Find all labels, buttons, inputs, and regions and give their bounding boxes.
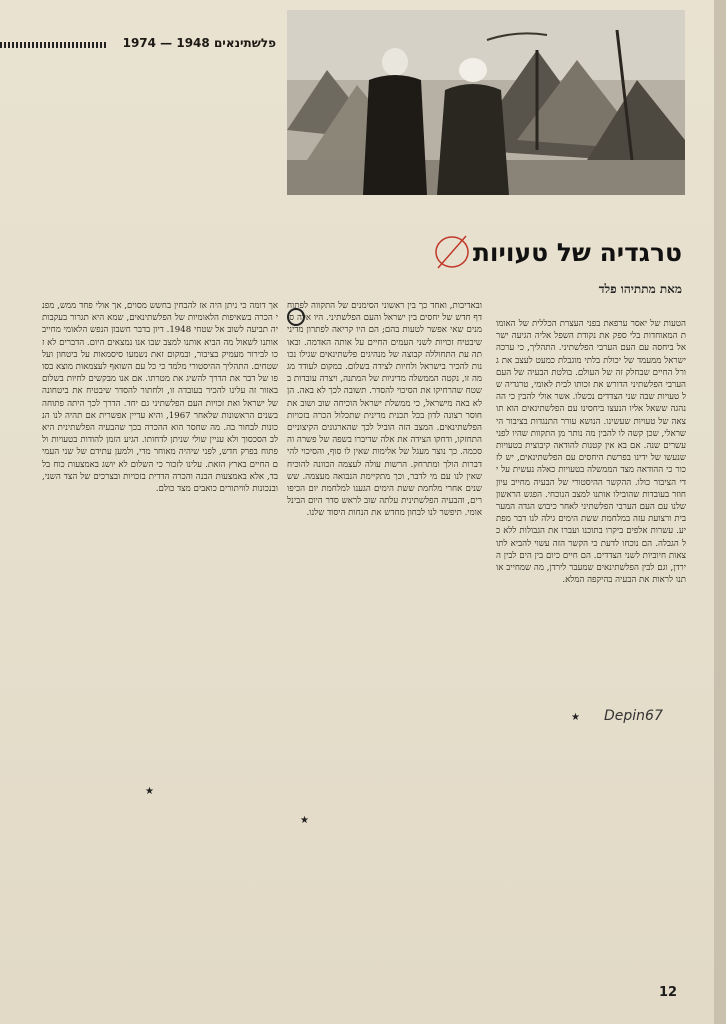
text-column-left: אך דומה כי ניתן היה אז להבחין בחשש מסוים, אך אולי פחד ממש, מפני הכרה בשאיפות הלאומיות של הפלשתינאים, שמא היא תגרור בעקבותיה תביעה לשוב אל שטחי 1948. דיון בדבר חשבון הנפש הלאומי מחייב אותנו לשאול מה הביא אותנו למצב שבו אנו נמצאים היום. הדברים לא זכו לבירור מעמיק בציבור, ובמקום זאת נשמעו סיסמאות על ביטחון ועל שטחים. התהליך ההיסטורי מלמד כי כל עם השואף לעצמאות מוצא בסופו של דבר את הדרך להשיג את מטרתו. אם אנו מבקשים לחיות בשלום באזור זה עלינו להכיר בעובדה זו, ולחתור להסדר שיבטיח את ביטחונה של ישראל ואת זכויות העם הפלשתיני גם יחד. הדרך לכך היתה פתוחה בשנים הראשונות שלאחר 1967, והיא עדיין אפשרית אם תהיה לנו הנכונות לבחור בה. מה שחסר הוא ההכרה בכך שהבעיה הפלשתינית היא לב הסכסוך ולא עניין שולי שניתן לדחותו. הגיע הזמן להודות בטעויות ולפתוח בפרק חדש, לפני שיהיה מאוחר מדי, ולמען עתידם של שני העמים החיים בארץ הזאת. עלינו לזכור כי השלום לא יושג באמצעות כוח בלבד, אלא באמצעות הבנה והכרה הדדית בזכויות ובצרכים של הצד השני, ובנכונות לוויתורים כואבים מצד כולם.	[42, 301, 278, 495]
page-number: 12	[659, 985, 678, 1000]
paragraph-bullet-icon	[287, 308, 305, 326]
article-headline: טרגדיה של טעויות	[472, 238, 682, 267]
next-page-edge	[714, 0, 726, 1024]
running-header	[0, 34, 280, 56]
article-byline: מאת מתתיהו פלד	[598, 282, 682, 296]
photo-refugee-camp-illustration	[287, 10, 685, 195]
handwritten-annotation: Depin67	[604, 708, 663, 724]
section-star-icon: ★	[300, 815, 309, 826]
section-star-icon: ★	[145, 786, 154, 797]
text-column-middle: ובאדיבות, ואחד כך בין ראשוני הסימנים של התקווה לפתוח דף חדש של יחסים בין ישראל והעם הפלשתיני. היו אלה סימנים שאי אפשר לטעות בהם; הם היו קריאה לפתרון מדיני שיבטיח זכויות לשני העמים החיים על אותה האדמה. ובאותה עת התחוללה קבוצה של מנהיגים פלשתינאים שגילו נכונות להכיר בישראל ולחיות לצידה בשלום. במקום לעודד מגמה זו, נקטה הממשלה מדיניות של המתנה, ויצרה עובדות בשטח שהרחיקו את הסיכוי להסדר. תשובה לכך לא באה. הן לא באה מישראל, כי ממשלת ישראל הוכיחה שוב ושוב את חוסר רצונה לדון בכל תכנית מדינית שתכלול הכרה בזכויות הפלשתינאים. המצב הזה הוביל לכך שהארגונים הקיצוניים התחזקו, ודחקו הצידה את אלה שדיברו בשפה של פשרה והסכמה. כך נוצר מעגל של אלימות שאין לו סוף, והסיכוי להידברות הולך ומתרחק. הרשות עולה לעצמה הכוונה להוכיח שאין לנו עם מי לדבר, וכך מתקיימת הנבואה מעצמה. שש שנים אחרי מלחמת ששת הימים הגענו למלחמת יום הכיפורים, והבעיה הפלשתינית עלתה שוב לראש סדר היום הבינלאומי. תיפשר לנו לבחון מחדש את הנחות היסוד שלנו.	[287, 301, 482, 519]
text-column-right: הטעות של יאסר ערפאת בפני העצרת הכללית של האומות המאוחדות בלי ספק את נקודת השפל אליה הגיעה ישראל ביחסה עם העם הערבי הפלשתיני. התהליך, כי ערכה ישראל ממעמד של יכולת בלתי מוגבלת כמעט לעצב את גורל החיים שבחלק זה של העולם. בולטת הבעיה של העם הערבי הפלשתיני הדורש את זכותו לבית לאומי, טרגדיה של טעויות שבה שני הצדדים נכשלו. אשר אולי להבין כי ההנהגה ששאל אליו הנעצו ביחסינו עם הפלשתינאים הוא תוצאה של טעויות שעשינו. הנושא עורר התנגדות בציבור הישראלי, שכן קשה לו להבין מה נותר מן התקוות שהיו לפני עשרים שנה. אם בא אין קטנות להודאה קיבוצית בטעויות שנעשו של ידינו בפרשת היחסים עם הפלשתינאים, יש לזכור כי ההודאה מצד הממשלה בטעויות כאלה נעשית על ידי הציבור כולו. ההקשר ההיסטורי של הבעיה מחייב עיון חוזר בעובדות שהובילו אותנו למצב הנוכחי. הפגש הראשון שלנו עם העם הערבי הפלשתיני לאחר כיבוש הגדה המערבית ורצועת עזה במלחמת ששת הימים גילה לנו דבר מפתיע. עשרות אלפים ביקרו בתוכנו ועברו את הגבולות ללא כל הגבלה. הם נוכחו לדעת כי הקשר הזה עשוי להביא לתוצאות חיוביות לשני הצדדים. הם חיים כיום בין הים לבין הירדן, וגם לבין הפלשתינאים שמעבר לירדן, מה שמחייב אותנו לראות את הבעיה בהיקפה המלא.	[496, 319, 686, 586]
section-star-icon: ★	[571, 712, 580, 723]
article-photo	[287, 10, 685, 195]
running-header-title: פלשתינאים 1948 — 1974	[122, 36, 276, 50]
header-ornament	[0, 42, 108, 48]
